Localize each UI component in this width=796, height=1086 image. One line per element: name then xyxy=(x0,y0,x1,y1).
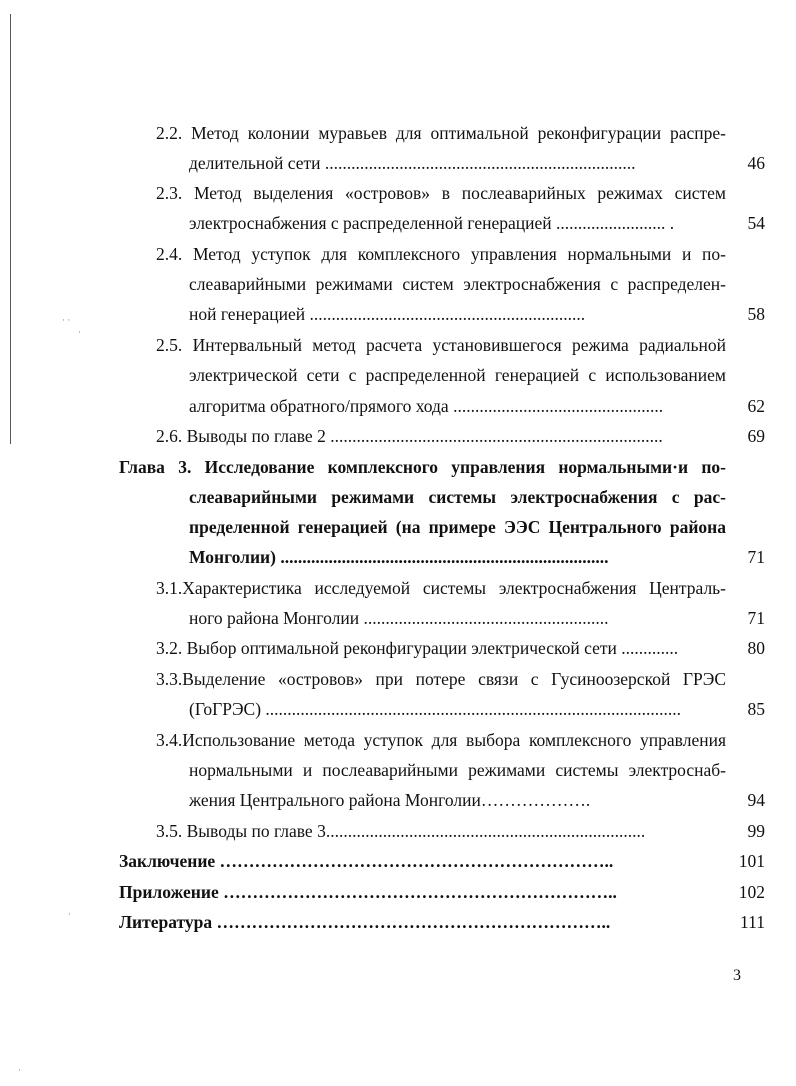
toc-entry-3-1-page: 71 xyxy=(747,608,765,628)
margin-rule xyxy=(10,14,11,444)
scan-speck: · · xyxy=(62,315,71,325)
toc-entry-2-3-line-2: электроснабжения с распределенной генерацией ......................... . xyxy=(189,213,675,233)
toc-chapter-3-line-2: слеаварийными режимами системы электроснабжения с рас- xyxy=(189,487,726,507)
toc-appendix: Приложение ………………………………………………………….. xyxy=(119,882,617,902)
toc-entry-3-4-line-3: жения Центрального района Монголии………………. xyxy=(189,790,591,810)
toc-chapter-3-page: 71 xyxy=(747,547,765,567)
toc-entry-3-2-line-1: 3.2. Выбор оптимальной реконфигурации электрической сети ............. xyxy=(156,638,679,658)
scan-speck: · xyxy=(18,1065,21,1075)
toc-entry-2-3-line-1: 2.3. Метод выделения «островов» в послеаварийных режимах систем xyxy=(156,183,726,203)
toc-entry-3-4-line-2: нормальными и послеаварийными режимами системы электроснаб- xyxy=(189,760,726,780)
toc-entry-3-1-line-2: ного района Монголии ........................................................ xyxy=(189,608,609,628)
toc-entry-2-4-line-2: слеаварийными режимами систем электроснабжения с распределен- xyxy=(189,274,726,294)
toc-conclusion-page: 101 xyxy=(738,851,765,871)
toc-entry-3-1-line-1: 3.1.Характеристика исследуемой системы электроснабжения Централь- xyxy=(156,578,726,598)
toc-entry-3-2-page: 80 xyxy=(747,638,765,658)
toc-entry-3-5-page: 99 xyxy=(747,821,765,841)
toc-entry-2-5-line-1: 2.5. Интервальный метод расчета установившегося режима радиальной xyxy=(156,335,726,355)
toc-entry-2-6-line-1: 2.6. Выводы по главе 2 ............................................................................ xyxy=(156,426,663,446)
toc-entry-3-3-line-2: (ГоГРЭС) ............................................................................................... xyxy=(189,699,682,719)
toc-entry-2-4-page: 58 xyxy=(747,304,765,324)
scan-speck: · xyxy=(78,327,81,337)
toc-entry-2-3-page: 54 xyxy=(747,213,765,233)
toc-entry-2-6-page: 69 xyxy=(747,426,765,446)
toc-chapter-3-line-1: Глава 3. Исследование комплексного управления нормальными·и по- xyxy=(119,457,726,477)
toc-entry-2-2-page: 46 xyxy=(747,153,765,173)
toc-chapter-3-line-3: пределенной генерацией (на примере ЭЭС Центрального района xyxy=(189,517,726,537)
toc-entry-3-3-line-1: 3.3.Выделение «островов» при потере связи с Гусиноозерской ГРЭС xyxy=(156,669,726,689)
toc-entry-2-2-line-1: 2.2. Метод колонии муравьев для оптимальной реконфигурации распре- xyxy=(156,123,726,143)
scan-speck: · xyxy=(68,909,71,919)
toc-references-page: 111 xyxy=(740,912,765,932)
toc-chapter-3-line-4: Монголии) ........................................................................... xyxy=(189,547,609,567)
toc-entry-2-2-line-2: делительной сети ....................................................................... xyxy=(189,153,636,173)
toc-entry-2-5-line-3: алгоритма обратного/прямого хода ................................................ xyxy=(189,396,664,416)
toc-entry-2-4-line-1: 2.4. Метод уступок для комплексного управления нормальными и по- xyxy=(156,244,726,264)
toc-references: Литература ………………………………………………………….. xyxy=(119,912,611,932)
toc-entry-3-4-page: 94 xyxy=(747,790,765,810)
page-number: 3 xyxy=(733,967,741,984)
toc-entry-2-4-line-3: ной генерацией ............................................................... xyxy=(189,304,586,324)
toc-entry-3-4-line-1: 3.4.Использование метода уступок для выбора комплексного управления xyxy=(156,730,726,750)
toc-entry-2-5-page: 62 xyxy=(747,396,765,416)
toc-entry-2-5-line-2: электрической сети с распределенной генерацией с использованием xyxy=(189,365,726,385)
toc-entry-3-3-page: 85 xyxy=(747,699,765,719)
toc-conclusion: Заключение ………………………………………………………….. xyxy=(119,851,614,871)
toc-appendix-page: 102 xyxy=(738,882,765,902)
toc-entry-3-5-line-1: 3.5. Выводы по главе 3......................................................................... xyxy=(156,821,646,841)
